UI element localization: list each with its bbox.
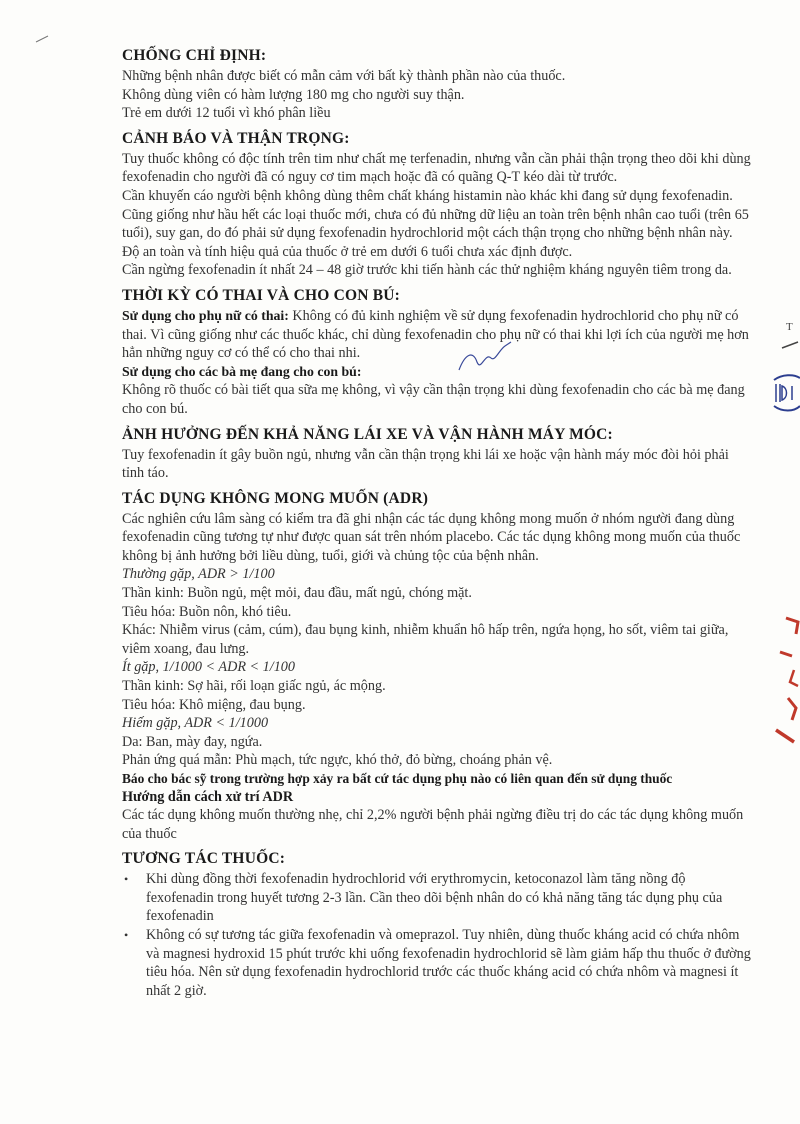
stamp-fragment-icon bbox=[772, 318, 800, 354]
adr-uncommon-line: Tiêu hóa: Khô miệng, đau bụng. bbox=[122, 696, 306, 713]
list-item: • Khi dùng đồng thời fexofenadin hydrochlorid với erythromycin, ketoconazol làm tăng nồng độ fexofenadin trong huyết tương 2-3 lần. Cần theo dõi bệnh nhân do có khả năng tăng tác dụng phụ của fexofenadin bbox=[124, 871, 723, 925]
contraindications-section bbox=[122, 46, 752, 123]
bullet-icon: • bbox=[124, 927, 129, 942]
pregnancy-subheading: Sử dụng cho phụ nữ có thai: bbox=[122, 307, 289, 323]
red-stamp-fragment-icon bbox=[772, 612, 800, 752]
adr-rare-label: Hiếm gặp, ADR < 1/1000 bbox=[122, 715, 269, 732]
pregnancy-text: Không có đủ kinh nghiệm về sử dụng fexofenadin hydrochlorid cho phụ nữ có thai. Vì cũng giống như các thuốc khác, chỉ dùng fexofenadin cho phụ nữ có thai khi lợi ích của người mẹ hơn hẳn những nguy cơ có thể có cho thai nhi. bbox=[122, 307, 749, 362]
adr-guide-text: Các tác dụng không muốn thường nhẹ, chỉ 2,2% người bệnh phải ngừng điều trị do các tác dụng không muốn của thuốc bbox=[122, 807, 744, 842]
driving-heading: ẢNH HƯỞNG ĐẾN KHẢ NĂNG LÁI XE VÀ VẬN HÀNH MÁY MÓC: bbox=[122, 425, 613, 443]
adr-uncommon-label: Ít gặp, 1/1000 < ADR < 1/100 bbox=[122, 659, 295, 676]
svg-text:T: T bbox=[786, 321, 793, 333]
driving-text: Tuy fexofenadin ít gây buồn ngủ, nhưng vẫn cần thận trọng khi lái xe hoặc vận hành máy móc đòi hỏi phải tỉnh táo. bbox=[122, 446, 729, 482]
contraindication-line: Không dùng viên có hàm lượng 180 mg cho người suy thận. bbox=[122, 86, 465, 103]
interactions-section bbox=[122, 849, 752, 1000]
pregnancy-paragraph bbox=[122, 307, 752, 363]
adr-section bbox=[122, 489, 752, 844]
warnings-section bbox=[122, 129, 752, 280]
warning-paragraph: Cần ngừng fexofenadin ít nhất 24 – 48 giờ trước khi tiến hành các thử nghiệm kháng nguyên tiêm trong da. bbox=[122, 262, 732, 279]
pregnancy-section bbox=[122, 286, 752, 419]
adr-common-label: Thường gặp, ADR > 1/100 bbox=[122, 566, 275, 583]
blue-stamp-fragment-icon bbox=[772, 372, 800, 412]
adr-rare-line: Da: Ban, mày đay, ngứa. bbox=[122, 733, 263, 750]
document-page bbox=[122, 46, 752, 1000]
warnings-heading: CẢNH BÁO VÀ THẬN TRỌNG: bbox=[122, 129, 350, 147]
warning-paragraph: Cũng giống như hầu hết các loại thuốc mới, chưa có đủ những dữ liệu an toàn trên bệnh nhân cao tuổi (trên 65 tuổi), suy gan, do đó phải sử dụng fexofenadin hydrochlorid một cách thận trọng cho những bệnh nhân này. bbox=[122, 206, 749, 242]
adr-uncommon-line: Thần kinh: Sợ hãi, rối loạn giấc ngủ, ác mộng. bbox=[122, 678, 386, 695]
contraindication-line: Những bệnh nhân được biết có mẫn cảm với bất kỳ thành phần nào của thuốc. bbox=[122, 68, 566, 84]
adr-common-line: Thần kinh: Buồn ngủ, mệt mỏi, đau đầu, mất ngủ, chóng mặt. bbox=[122, 585, 472, 602]
scan-speck-icon bbox=[34, 34, 50, 44]
pregnancy-heading: THỜI KỲ CÓ THAI VÀ CHO CON BÚ: bbox=[122, 286, 400, 304]
interactions-heading: TƯƠNG TÁC THUỐC: bbox=[122, 850, 286, 868]
warning-paragraph: Độ an toàn và tính hiệu quả của thuốc ở trẻ em dưới 6 tuổi chưa xác định được. bbox=[122, 243, 573, 260]
warning-paragraph: Tuy thuốc không có độc tính trên tim như chất mẹ terfenadin, nhưng vẫn cần phải thận trọng theo dõi khi dùng fexofenadin cho người đã có nguy cơ tim mạch hoặc đã có quãng Q-T kéo dài từ trước. bbox=[122, 150, 751, 186]
interactions-list bbox=[122, 870, 752, 1000]
adr-common-line: Khác: Nhiễm virus (cảm, cúm), đau bụng kinh, nhiễm khuẩn hô hấp trên, ngứa họng, ho sốt, viêm tai giữa, viêm xoang, đau lưng. bbox=[122, 622, 729, 657]
adr-heading: TÁC DỤNG KHÔNG MONG MUỐN (ADR) bbox=[122, 489, 429, 507]
adr-guide-heading: Hướng dẫn cách xử trí ADR bbox=[122, 789, 294, 805]
warning-paragraph: Cần khuyến cáo người bệnh không dùng thêm chất kháng histamin nào khác khi đang sử dụng fexofenadin. bbox=[122, 187, 733, 204]
adr-intro: Các nghiên cứu lâm sàng có kiểm tra đã ghi nhận các tác dụng không mong muốn ở nhóm người đang dùng fexofenadin cũng tương tự như được quan sát trên nhóm placebo. Các tác dụng không mong muốn của thuốc không bị ảnh hưởng bởi liều dùng, tuổi, giới và chủng tộc của bệnh nhân. bbox=[122, 510, 741, 564]
contraindication-line: Trẻ em dưới 12 tuổi vì khó phân liều bbox=[122, 105, 331, 122]
adr-notice: Báo cho bác sỹ trong trường hợp xảy ra bất cứ tác dụng phụ nào có liên quan đến sử dụng thuốc bbox=[122, 771, 673, 786]
contraindications-heading: CHỐNG CHỈ ĐỊNH: bbox=[122, 47, 267, 64]
breastfeeding-text: Không rõ thuốc có bài tiết qua sữa mẹ không, vì vậy cần thận trọng khi dùng fexofenadin cho các bà mẹ đang cho con bú. bbox=[122, 382, 745, 417]
bullet-icon: • bbox=[124, 872, 129, 887]
adr-common-line: Tiêu hóa: Buồn nôn, khó tiêu. bbox=[122, 603, 292, 620]
breastfeeding-subheading-line bbox=[122, 363, 752, 382]
adr-rare-line: Phản ứng quá mẫn: Phù mạch, tức ngực, khó thở, đỏ bừng, choáng phản vệ. bbox=[122, 752, 553, 769]
list-item: • Không có sự tương tác giữa fexofenadin và omeprazol. Tuy nhiên, dùng thuốc kháng acid có chứa nhôm và magnesi hydroxid 15 phút trước khi uống fexofenadin hydrochlorid sẽ làm giảm hấp thu thuốc ở đường tiêu hóa. Nên sử dụng fexofenadin hydrochlorid trước các thuốc kháng acid có chứa nhôm và magnesi ít nhất 2 giờ. bbox=[124, 926, 751, 999]
breastfeeding-subheading: Sử dụng cho các bà mẹ đang cho con bú: bbox=[122, 363, 362, 379]
driving-section bbox=[122, 425, 752, 483]
